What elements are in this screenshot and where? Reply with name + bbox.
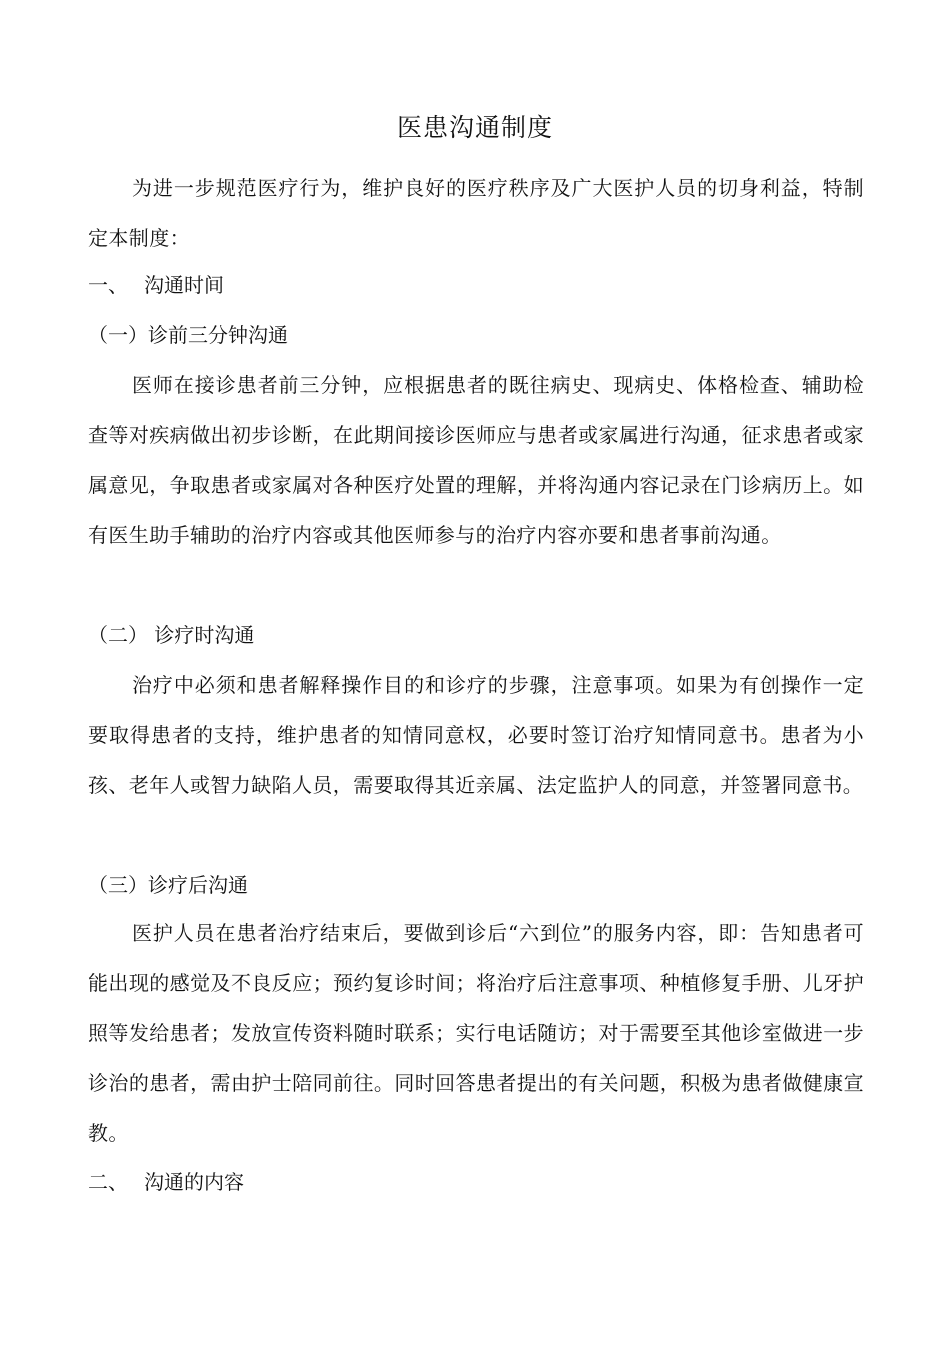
section-heading-1: [88, 260, 224, 310]
subsection-body-2: 治疗中必须和患者解释操作目的和诊疗的步骤，注意事项。如果为有创操作一定要取得患者的支持，维护患者的知情同意权，必要时签订治疗知情同意书。患者为小孩、老年人或智力缺陷人员，需要取得其近亲属、法定监护人的同意，并签署同意书。: [88, 673, 864, 797]
section-title: 沟通的内容: [144, 1170, 244, 1194]
section-number: 二、: [88, 1170, 128, 1194]
subsection-body-1: 医师在接诊患者前三分钟，应根据患者的既往病史、现病史、体格检查、辅助检查等对疾病做出初步诊断，在此期间接诊医师应与患者或家属进行沟通，征求患者或家属意见，争取患者或家属对各种医疗处置的理解，并将沟通内容记录在门诊病历上。如有医生助手辅助的治疗内容或其他医师参与的治疗内容亦要和患者事前沟通。: [88, 373, 864, 547]
subsection-heading-2: （二） 诊疗时沟通: [88, 623, 255, 647]
subsection-body-3: 医护人员在患者治疗结束后，要做到诊后“六到位”的服务内容，即：告知患者可能出现的感觉及不良反应；预约复诊时间；将治疗后注意事项、种植修复手册、儿牙护照等发给患者；发放宣传资料随时联系；实行电话随访；对于需要至其他诊室做进一步诊治的患者，需由护士陪同前往。同时回答患者提出的有关问题，积极为患者做健康宣教。: [88, 921, 864, 1145]
page-title: 医患沟通制度: [396, 113, 553, 142]
section-number: 一、: [88, 273, 128, 297]
subsection-heading-3: （三）诊疗后沟通: [88, 873, 248, 897]
section-heading-2: [88, 1157, 244, 1207]
section-title: 沟通时间: [144, 273, 224, 297]
intro-paragraph: 为进一步规范医疗行为，维护良好的医疗秩序及广大医护人员的切身利益，特制定本制度：: [88, 176, 864, 250]
subsection-heading-1: （一）诊前三分钟沟通: [88, 323, 288, 347]
